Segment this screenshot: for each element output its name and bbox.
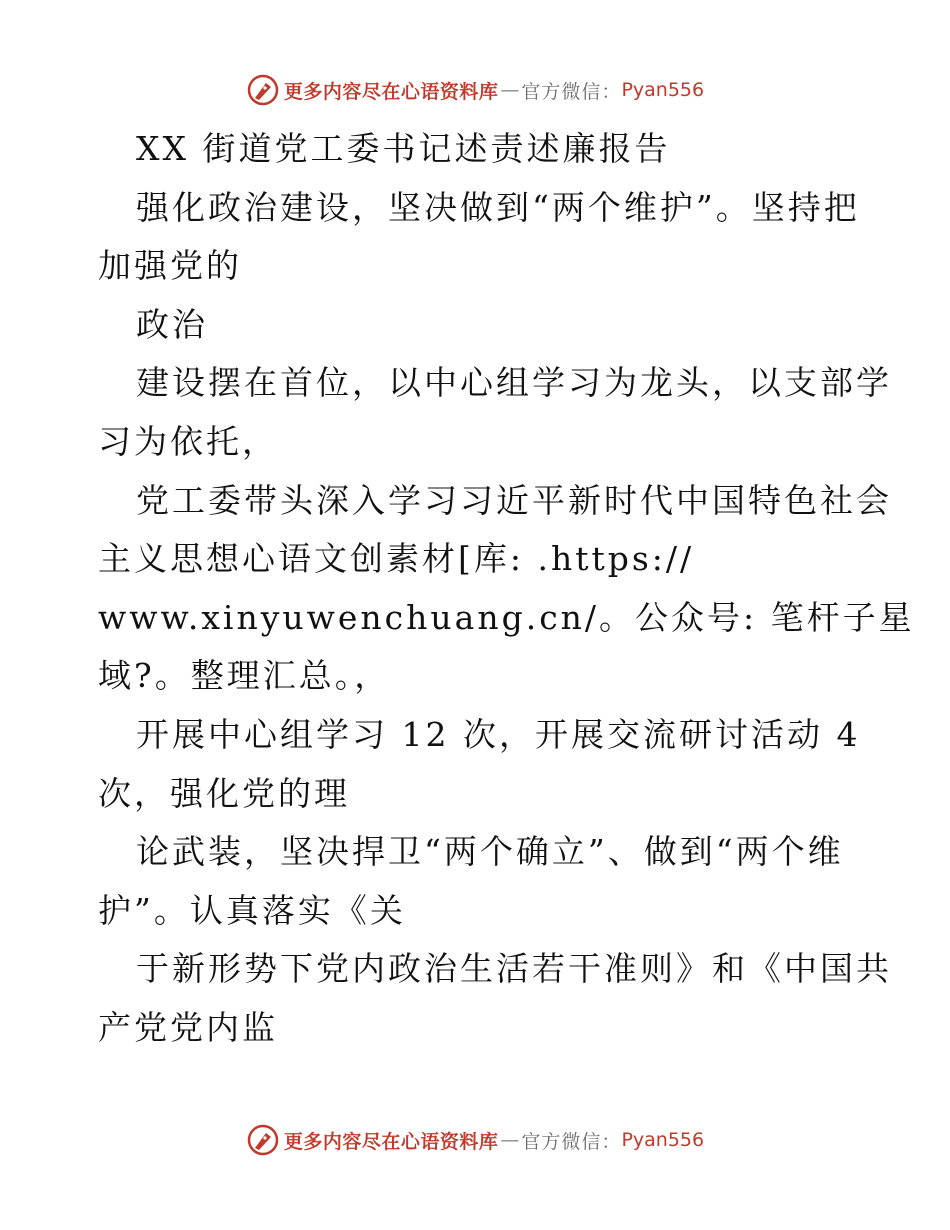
brand-text: 更多内容尽在心语资料库 — [283, 80, 499, 103]
paragraph-line: 产党党内监 — [98, 1007, 278, 1047]
header-banner — [0, 68, 950, 112]
paragraph-line: 党工委带头深入学习习近平新时代中国特色社会 — [136, 480, 892, 520]
paragraph-line: 政治 — [136, 304, 208, 344]
paragraph-line: 加强党的 — [98, 246, 242, 286]
document-title: XX 街道党工委书记述责述廉报告 — [136, 129, 671, 168]
separator: — — [500, 79, 520, 101]
pen-nib-logo-icon — [246, 1123, 280, 1157]
document-body — [98, 120, 915, 1058]
paragraph-line: 习为依托， — [98, 421, 278, 461]
wechat-id: Pyan556 — [621, 1129, 705, 1151]
brand-text: 更多内容尽在心语资料库 — [283, 1130, 499, 1153]
paragraph-line: 域?。整理汇总。， — [98, 656, 391, 696]
paragraph-line: 论武装，坚决捍卫“两个确立”、做到“两个维 — [136, 832, 844, 872]
footer-banner — [0, 1118, 950, 1162]
paragraph-line: www.xinyuwenchuang.cn/。公众号: 笔杆子星 — [98, 597, 915, 637]
paragraph-line: 于新形势下党内政治生活若干准则》和《中国共 — [136, 949, 892, 989]
wechat-label: 官方微信： — [521, 1130, 622, 1153]
pen-nib-logo-icon — [246, 73, 280, 107]
separator: — — [500, 1129, 520, 1151]
paragraph-line: 主义思想心语文创素材[库: .https:// — [98, 539, 695, 579]
wechat-id: Pyan556 — [621, 79, 705, 101]
paragraph-line: 次，强化党的理 — [98, 773, 350, 813]
paragraph-line: 护”。认真落实《关 — [98, 890, 406, 930]
paragraph-line: 建设摆在首位，以中心组学习为龙头，以支部学 — [136, 363, 892, 403]
wechat-label: 官方微信： — [521, 80, 622, 103]
paragraph-line: 强化政治建设，坚决做到“两个维护”。坚持把 — [136, 187, 860, 227]
paragraph-line: 开展中心组学习 12 次，开展交流研讨活动 4 — [136, 714, 861, 754]
